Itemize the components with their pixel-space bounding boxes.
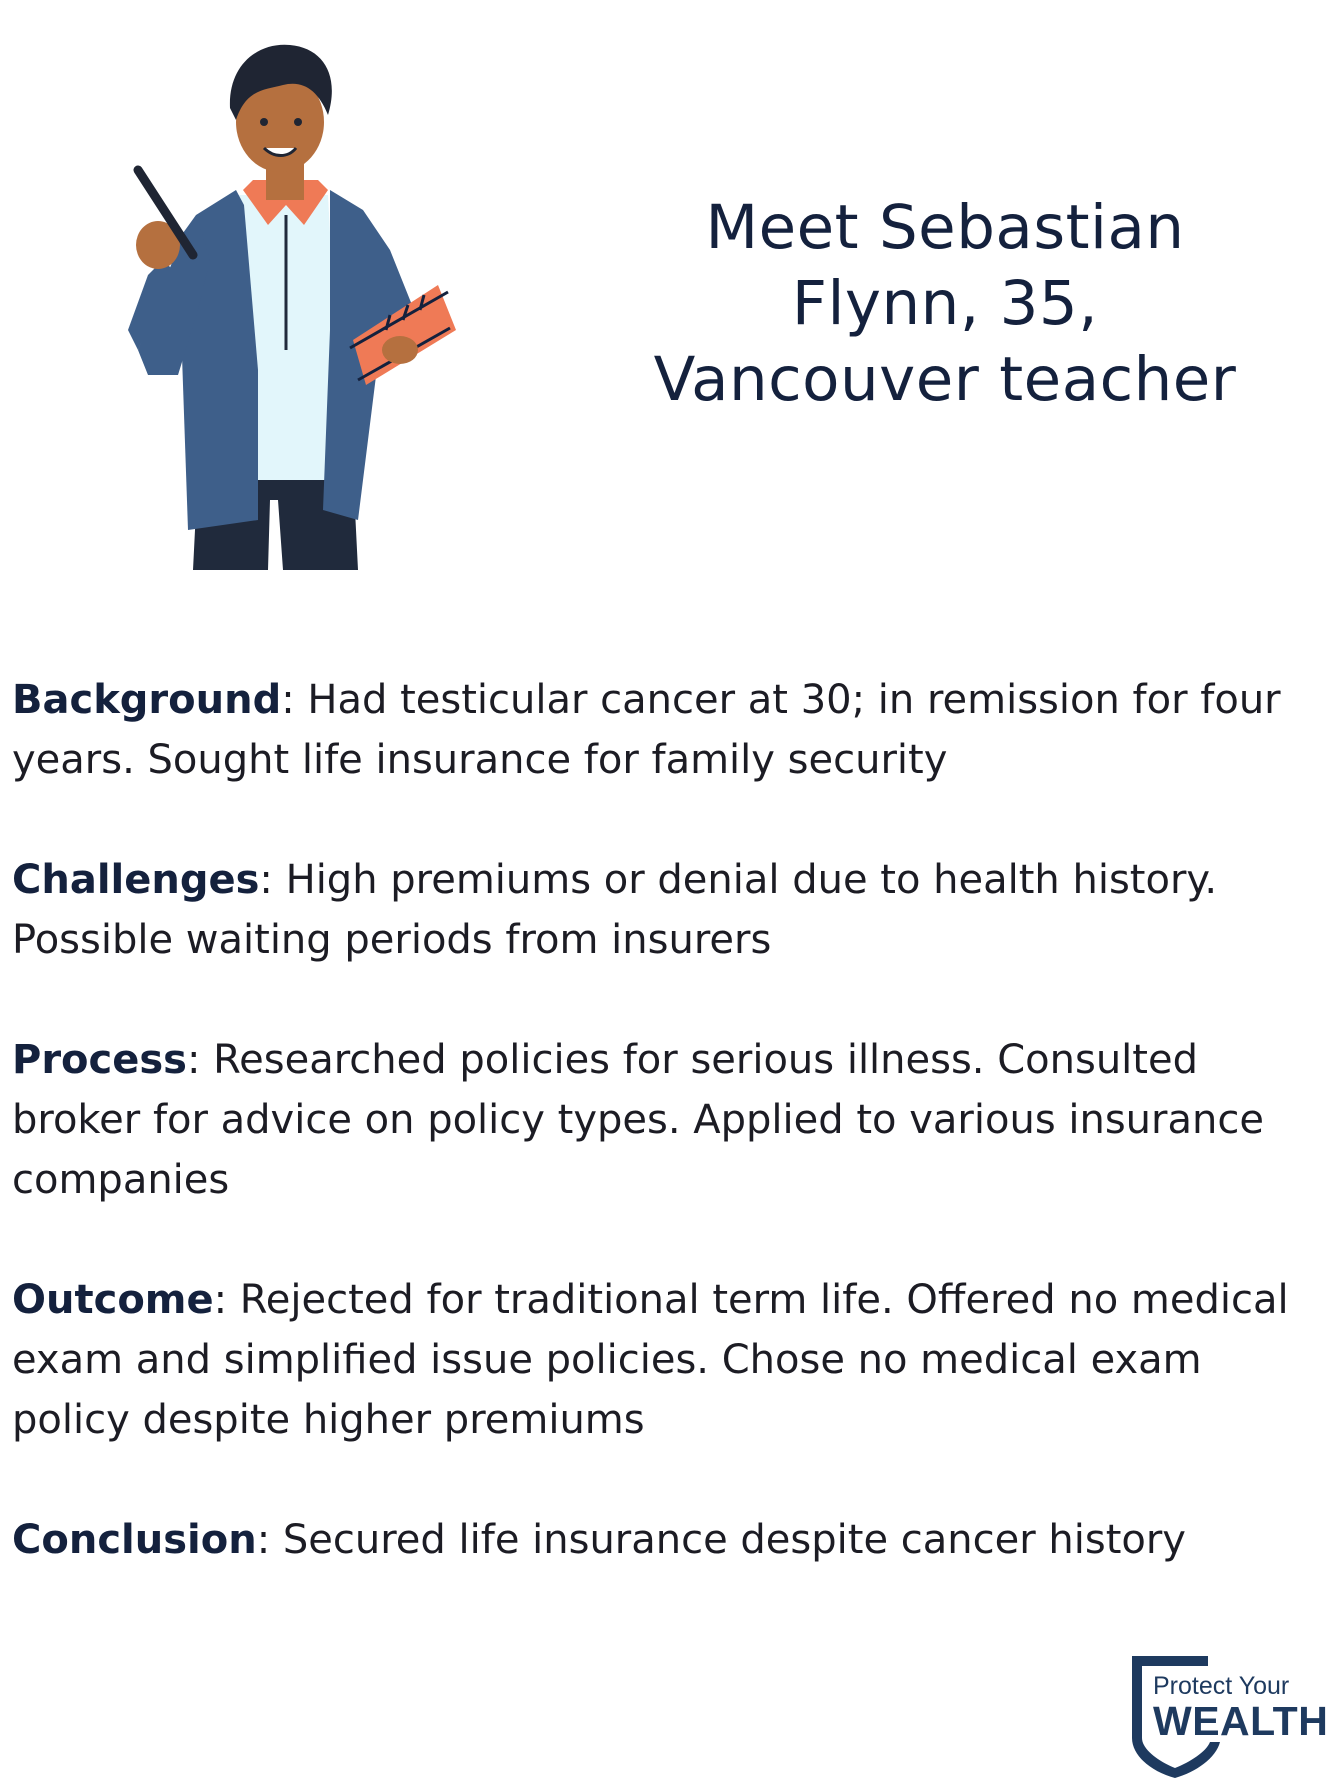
conclusion-text: : Secured life insurance despite cancer history — [256, 1517, 1186, 1563]
page-title: Meet Sebastian Flynn, 35, Vancouver teacher — [653, 192, 1237, 415]
challenges-label: Challenges — [12, 857, 260, 903]
teacher-illustration — [118, 30, 518, 580]
teacher-figure-icon — [118, 30, 518, 580]
outcome-paragraph — [12, 1270, 1312, 1450]
logo-line1: Protect Your — [1153, 1672, 1290, 1700]
process-text: : Researched policies for serious illness. Consulted broker for advice on policy types. Applied to various insurance companies — [12, 1037, 1264, 1203]
background-paragraph — [12, 670, 1312, 790]
outcome-label: Outcome — [12, 1277, 214, 1323]
logo-line2: WEALTH — [1153, 1698, 1329, 1744]
outcome-text: : Rejected for traditional term life. Offered no medical exam and simplified issue policies. Chose no medical exam policy despite higher premiums — [12, 1277, 1289, 1443]
case-study-content — [12, 670, 1312, 1630]
protect-your-wealth-logo — [1120, 1650, 1335, 1780]
background-label: Background — [12, 677, 282, 723]
process-label: Process — [12, 1037, 187, 1083]
conclusion-paragraph — [12, 1510, 1312, 1570]
challenges-text: : High premiums or denial due to health history. Possible waiting periods from insurers — [12, 857, 1218, 963]
conclusion-label: Conclusion — [12, 1517, 257, 1563]
background-text: : Had testicular cancer at 30; in remission for four years. Sought life insurance for family security — [12, 677, 1281, 783]
challenges-paragraph — [12, 850, 1312, 970]
process-paragraph — [12, 1030, 1312, 1210]
